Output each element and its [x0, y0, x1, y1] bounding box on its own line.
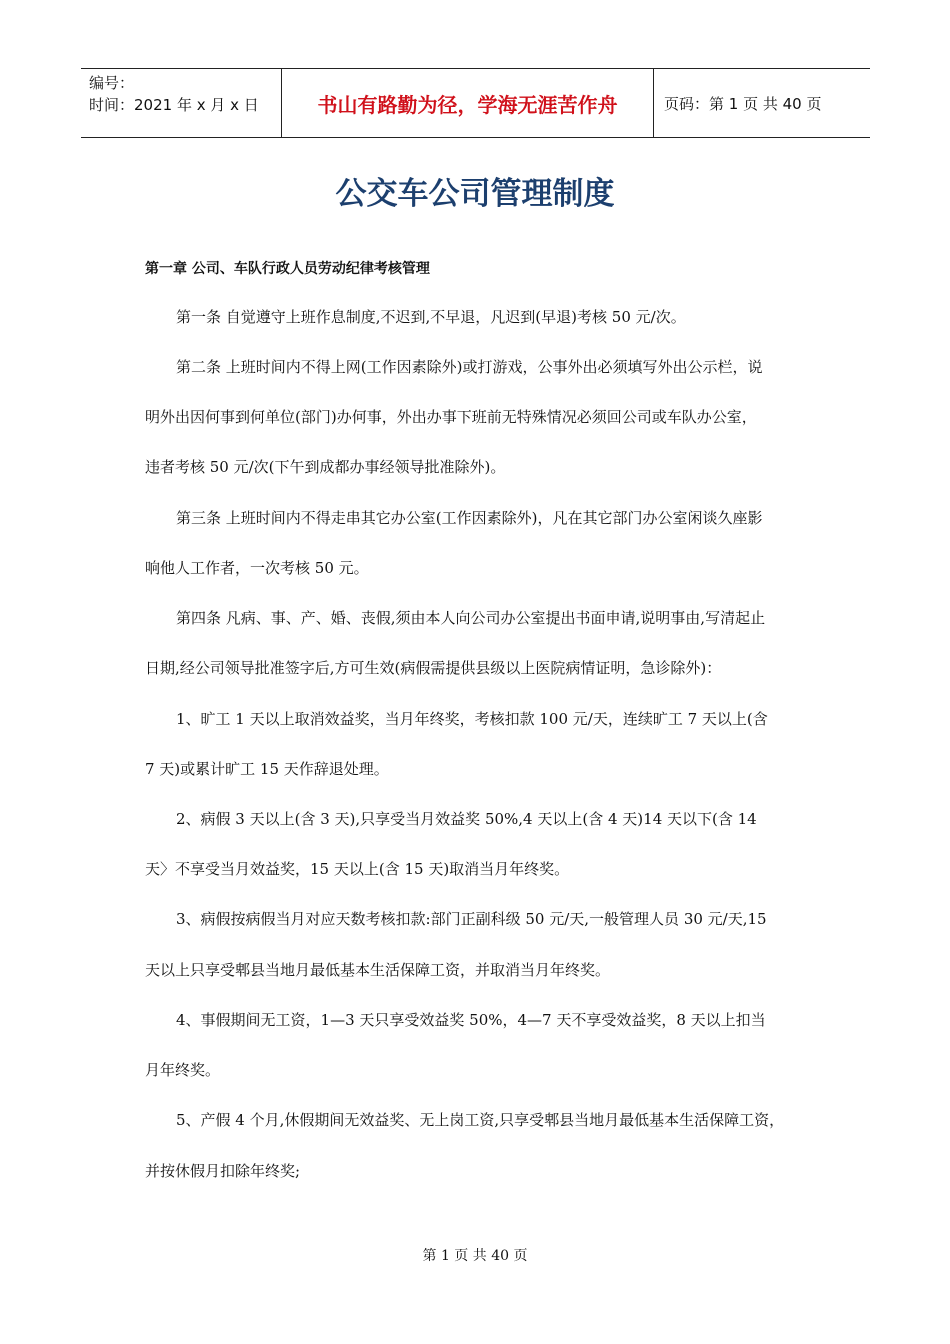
- body-line: 7 天)或累计旷工 15 天作辞退处理。: [145, 760, 389, 778]
- body-line: 并按休假月扣除年终奖;: [145, 1162, 301, 1180]
- body-line: 天以上只享受郫县当地月最低基本生活保障工资，并取消当月年终奖。: [145, 961, 611, 979]
- body-line: 1、旷工 1 天以上取消效益奖，当月年终奖，考核扣款 100 元/天，连续旷工 7 天以上(含: [176, 710, 768, 728]
- body-line: 第二条 上班时间内不得上网(工作因素除外)或打游戏，公事外出必须填写外出公示栏，说: [176, 358, 763, 376]
- document-title: 公交车公司管理制度: [335, 176, 615, 212]
- header-page-info: 页码：第 1 页 共 40 页: [664, 94, 822, 113]
- body-line: 天〉不享受当月效益奖，15 天以上(含 15 天)取消当月年终奖。: [145, 860, 570, 878]
- body-line: 第四条 凡病、事、产、婚、丧假,须由本人向公司办公室提出书面申请,说明事由,写清起止: [176, 609, 766, 627]
- body-line: 5、产假 4 个月,休假期间无效益奖、无上岗工资,只享受郫县当地月最低基本生活保障工资，: [176, 1111, 785, 1129]
- body-line: 响他人工作者，一次考核 50 元。: [145, 559, 369, 577]
- header-motto: 书山有路勤为径，学海无涯苦作舟: [281, 69, 654, 137]
- body-line: 违者考核 50 元/次(下午到成都办事经领导批准除外)。: [145, 458, 506, 476]
- page-header: [81, 68, 870, 138]
- body-line: 第一条 自觉遵守上班作息制度,不迟到,不早退，凡迟到(早退)考核 50 元/次。: [176, 308, 686, 326]
- body-line: 4、事假期间无工资，1—3 天只享受效益奖 50%，4—7 天不享受效益奖，8 天以上扣当: [176, 1011, 766, 1029]
- document-date: 时间：2021 年 x 月 x 日: [89, 96, 259, 114]
- body-line: 2、病假 3 天以上(含 3 天),只享受当月效益奖 50%,4 天以上(含 4 天)14 天以下(含 14: [176, 810, 757, 828]
- body-line: 第三条 上班时间内不得走串其它办公室(工作因素除外)，凡在其它部门办公室闲谈久座影: [176, 509, 763, 527]
- chapter-heading: 第一章 公司、车队行政人员劳动纪律考核管理: [145, 261, 430, 277]
- header-meta: [81, 69, 281, 137]
- page-footer: 第 1 页 共 40 页: [422, 1248, 528, 1264]
- document-number-label: 编号：: [89, 74, 135, 92]
- body-line: 明外出因何事到何单位(部门)办何事，外出办事下班前无特殊情况必须回公司或车队办公室，: [145, 408, 757, 426]
- body-line: 日期,经公司领导批准签字后,方可生效(病假需提供县级以上医院病情证明，急诊除外)：: [145, 659, 722, 677]
- body-line: 月年终奖。: [145, 1061, 221, 1079]
- body-line: 3、病假按病假当月对应天数考核扣款:部门正副科级 50 元/天,一般管理人员 30 元/天,15: [176, 910, 767, 928]
